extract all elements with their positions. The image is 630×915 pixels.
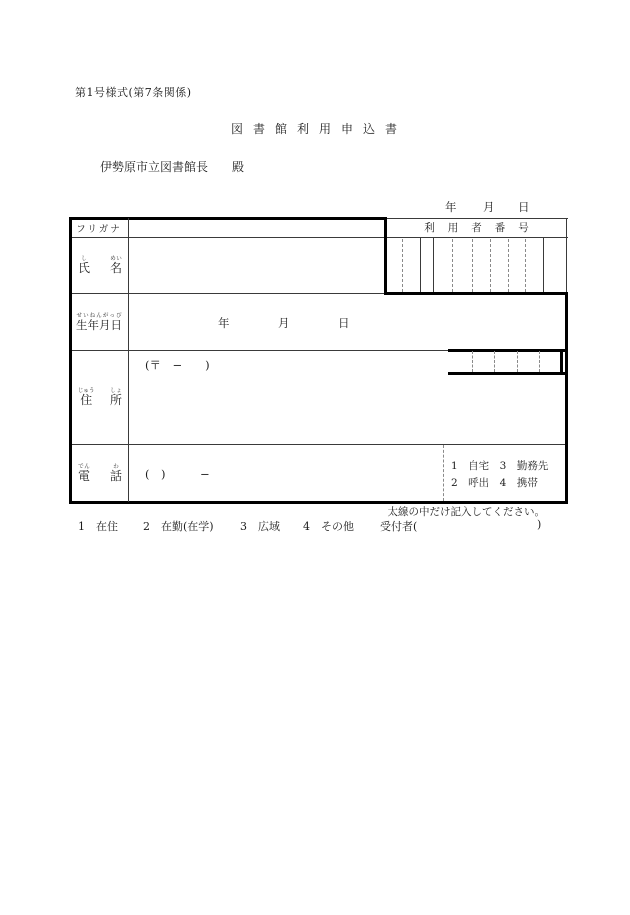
border-addressbox-top-thick (448, 349, 568, 352)
phone-type-legend-line1: 1 自宅 3 勤務先 (451, 460, 549, 472)
border-furigana-bottom (70, 237, 568, 238)
birthdate-day-label: 日 (338, 316, 350, 330)
user-number-header: 利用者番号 (424, 222, 542, 234)
name-label (78, 240, 122, 292)
address-label (78, 352, 122, 443)
phone-kanji-2: 話わ (109, 463, 122, 483)
border-label-column (128, 218, 129, 502)
border-name-bottom (70, 293, 385, 294)
usernumber-divider-solid (543, 238, 544, 292)
receptionist-close-paren: ) (537, 518, 542, 531)
addressbox-divider-dotted (539, 351, 540, 372)
usernumber-divider-dotted (490, 239, 491, 292)
address-furigana-1: じゅう (78, 387, 95, 394)
phone-type-legend-line2: 2 呼出 4 携帯 (451, 477, 538, 489)
usernumber-divider-dotted (508, 239, 509, 292)
address-kanji-2: 所しょ (109, 387, 122, 407)
address-input-area (130, 376, 560, 442)
border-right-thick (565, 292, 568, 504)
phone-kanji-1: 電でん (78, 463, 91, 483)
addressbox-divider-dotted (517, 351, 518, 372)
fill-instruction-note: 太線の中だけ記入してください。 (387, 506, 545, 518)
border-left-thick (69, 217, 72, 504)
residency-option-1: 1 在住 (78, 520, 118, 533)
residency-option-2: 2 在勤(在学) (143, 520, 214, 533)
phone-label (78, 446, 122, 501)
birthdate-kanji: 生年月日せいねんがっぴ (76, 312, 122, 332)
addressee-name: 伊勢原市立図書館長 (100, 160, 209, 174)
furigana-input-area (130, 219, 383, 236)
date-year-label: 年 (445, 200, 457, 214)
name-input-area (130, 239, 383, 291)
usernumber-divider-dotted (402, 239, 403, 292)
name-kanji-1: 氏し (78, 256, 91, 275)
border-usernumber-bottom-thick (384, 292, 568, 295)
phone-legend-divider-dotted (443, 445, 444, 501)
phone-placeholder: ( ) − (145, 467, 210, 481)
usernumber-divider-solid (433, 238, 434, 292)
phone-furigana-1: でん (78, 463, 91, 470)
addressbox-divider-dotted (494, 351, 495, 372)
address-kanji-1: 住じゅう (78, 387, 95, 407)
address-furigana-2: しょ (109, 387, 122, 394)
birthdate-furigana: せいねんがっぴ (76, 312, 122, 319)
date-month-label: 月 (483, 200, 495, 214)
addressbox-divider-dotted (472, 351, 473, 372)
usernumber-divider-dotted (452, 239, 453, 292)
page-title: 図書館利用申込書 (230, 122, 407, 136)
name-furigana-1: し (78, 256, 91, 262)
usernumber-divider-dotted (472, 239, 473, 292)
usernumber-divider-dotted (525, 239, 526, 292)
addressee-honorific: 殿 (232, 160, 245, 174)
birthdate-year-label: 年 (218, 316, 230, 330)
form-number: 第1号様式(第7条関係) (75, 86, 192, 99)
receptionist-label: 受付者( (380, 520, 418, 533)
usernumber-divider-solid (420, 238, 421, 292)
addressbox-divider-thick (560, 349, 563, 375)
phone-furigana-2: わ (109, 463, 122, 470)
border-addressbox-bottom-thick (448, 372, 568, 375)
border-address-bottom (70, 444, 568, 445)
receptionist-blank (427, 518, 537, 532)
date-day-label: 日 (518, 200, 530, 214)
name-kanji-2: 名めい (109, 256, 122, 275)
postal-code-placeholder: (〒 − ) (145, 358, 210, 372)
phone-type-legend (451, 450, 563, 500)
residency-option-3: 3 広域 (240, 520, 280, 533)
border-birthdate-bottom (70, 350, 450, 351)
residency-option-4: 4 その他 (303, 520, 354, 533)
name-furigana-2: めい (109, 256, 122, 262)
birthdate-month-label: 月 (278, 316, 290, 330)
addressee-line (100, 158, 244, 175)
birthdate-label (71, 296, 127, 349)
furigana-label: フリガナ (76, 223, 122, 235)
